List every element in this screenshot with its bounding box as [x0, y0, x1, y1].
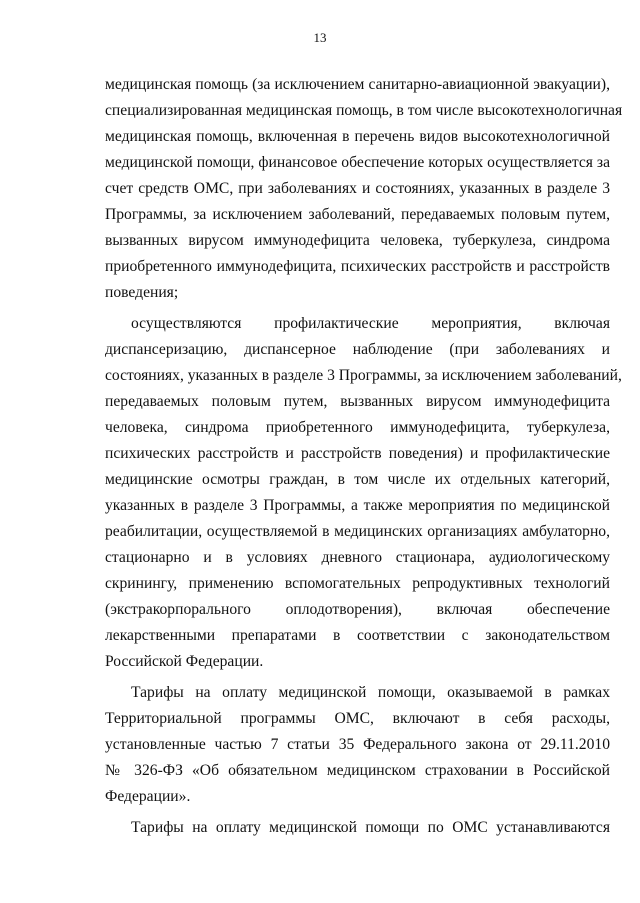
text-line: передаваемых половым путем, вызванных вирусом иммунодефицита: [105, 393, 610, 410]
text-line: медицинская помощь (за исключением санитарно-авиационной эвакуации),: [105, 76, 610, 93]
text-line: стационарно и в условиях дневного стационара, аудиологическому: [105, 549, 610, 566]
text-line: скринингу, применению вспомогательных репродуктивных технологий: [105, 575, 610, 592]
text-line: Тарифы на оплату медицинской помощи по ОМС устанавливаются: [131, 819, 610, 836]
text-line: медицинская помощь, включенная в перечень видов высокотехнологичной: [105, 128, 610, 145]
text-line: приобретенного иммунодефицита, психических расстройств и расстройств: [105, 258, 610, 275]
text-line: состояниях, указанных в разделе 3 Программы, за исключением заболеваний,: [105, 367, 622, 384]
text-line: счет средств ОМС, при заболеваниях и состояниях, указанных в разделе 3: [105, 180, 610, 197]
text-line: медицинские осмотры граждан, в том числе их отдельных категорий,: [105, 471, 610, 488]
text-line: специализированная медицинская помощь, в том числе высокотехнологичная: [105, 102, 623, 119]
text-line: реабилитации, осуществляемой в медицинских организациях амбулаторно,: [105, 523, 610, 540]
text-line: указанных в разделе 3 Программы, а также мероприятия по медицинской: [105, 497, 610, 514]
text-line: Территориальной программы ОМС, включают в себя расходы,: [105, 710, 610, 727]
page-number: 13: [313, 30, 327, 45]
text-line: № 326-ФЗ «Об обязательном медицинском страховании в Российской: [105, 762, 610, 779]
document-body: [105, 72, 623, 841]
paragraph-1: [105, 72, 623, 306]
text-line: медицинской помощи, финансовое обеспечение которых осуществляется за: [105, 154, 610, 171]
text-line: вызванных вирусом иммунодефицита человека, туберкулеза, синдрома: [105, 232, 610, 249]
text-line: осуществляются профилактические мероприятия, включая: [131, 315, 610, 332]
text-line: психических расстройств и расстройств поведения) и профилактические: [105, 445, 610, 462]
text-line: Российской Федерации.: [105, 653, 264, 670]
text-line: человека, синдрома приобретенного иммунодефицита, туберкулеза,: [105, 419, 610, 436]
text-line: Программы, за исключением заболеваний, передаваемых половым путем,: [105, 206, 610, 223]
text-line: поведения;: [105, 284, 179, 301]
text-line: Федерации».: [105, 788, 191, 805]
text-line: (экстракорпорального оплодотворения), включая обеспечение: [105, 601, 610, 618]
paragraph-3: [105, 680, 610, 810]
text-line: установленные частью 7 статьи 35 Федерального закона от 29.11.2010: [105, 736, 610, 753]
text-line: лекарственными препаратами в соответствии с законодательством: [105, 627, 610, 644]
text-line: Тарифы на оплату медицинской помощи, оказываемой в рамках: [131, 684, 610, 701]
paragraph-2: [105, 311, 622, 675]
text-line: диспансеризацию, диспансерное наблюдение (при заболеваниях и: [105, 341, 610, 358]
paragraph-4: [105, 815, 610, 841]
